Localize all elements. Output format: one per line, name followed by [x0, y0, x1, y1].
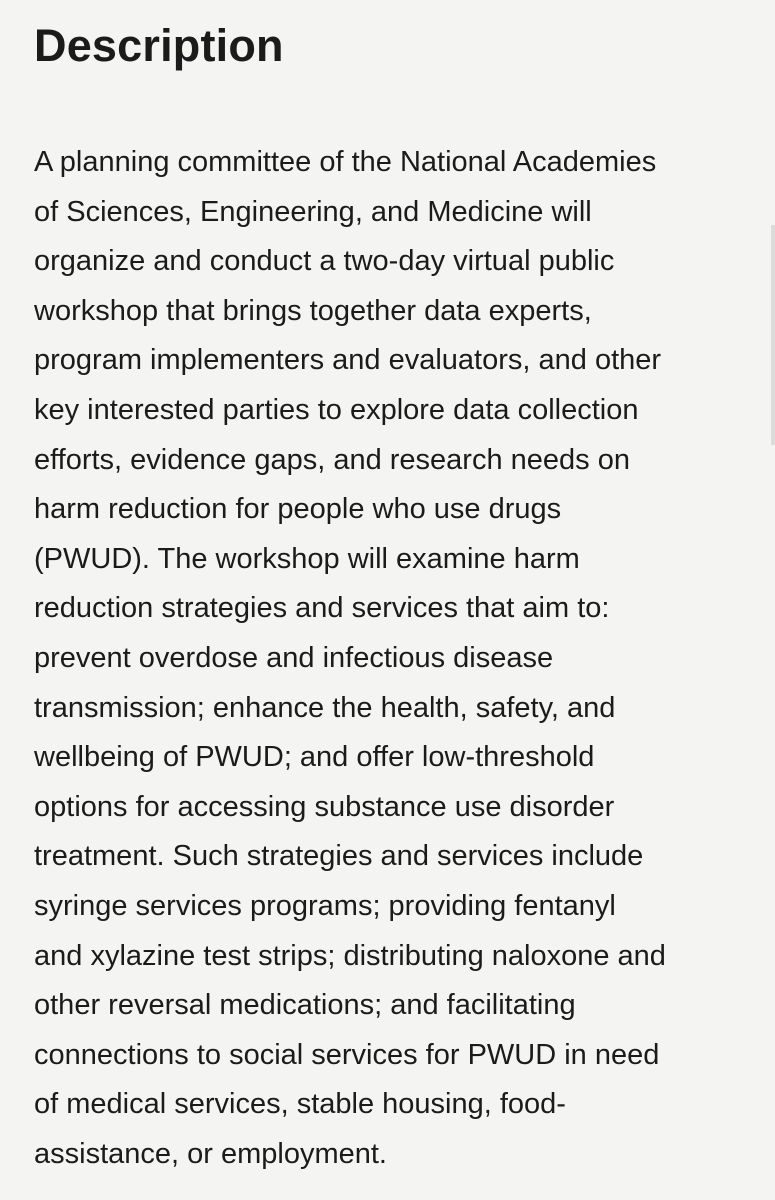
description-line: harm reduction for people who use drugs: [34, 493, 562, 526]
description-line: connections to social services for PWUD in need: [34, 1038, 660, 1071]
description-line: workshop that brings together data experts,: [34, 294, 592, 327]
description-line: treatment. Such strategies and services include: [34, 840, 644, 873]
description-line: wellbeing of PWUD; and offer low-threshold: [34, 741, 595, 774]
description-line: A planning committee of the National Academies: [34, 146, 657, 178]
description-line: key interested parties to explore data collection: [34, 393, 639, 426]
description-line: (PWUD). The workshop will examine harm: [34, 542, 580, 575]
description-line: syringe services programs; providing fentanyl: [34, 889, 616, 922]
description-line: other reversal medications; and facilitating: [34, 989, 576, 1022]
description-line: options for accessing substance use disorder: [34, 790, 615, 823]
description-line: efforts, evidence gaps, and research needs on: [34, 443, 630, 476]
description-line: of Sciences, Engineering, and Medicine will: [34, 195, 592, 228]
scrollbar[interactable]: [771, 225, 775, 445]
description-paragraph: [34, 138, 666, 1179]
description-line: organize and conduct a two-day virtual public: [34, 245, 615, 278]
description-line: assistance, or employment.: [34, 1137, 387, 1170]
description-line: prevent overdose and infectious disease: [34, 641, 554, 674]
description-line: program implementers and evaluators, and other: [34, 344, 662, 377]
description-line: and xylazine test strips; distributing naloxone and: [34, 939, 666, 972]
description-line: transmission; enhance the health, safety, and: [34, 691, 616, 724]
description-line: of medical services, stable housing, food-: [34, 1088, 566, 1121]
description-line: reduction strategies and services that aim to:: [34, 592, 610, 625]
section-heading: Description: [34, 20, 284, 71]
